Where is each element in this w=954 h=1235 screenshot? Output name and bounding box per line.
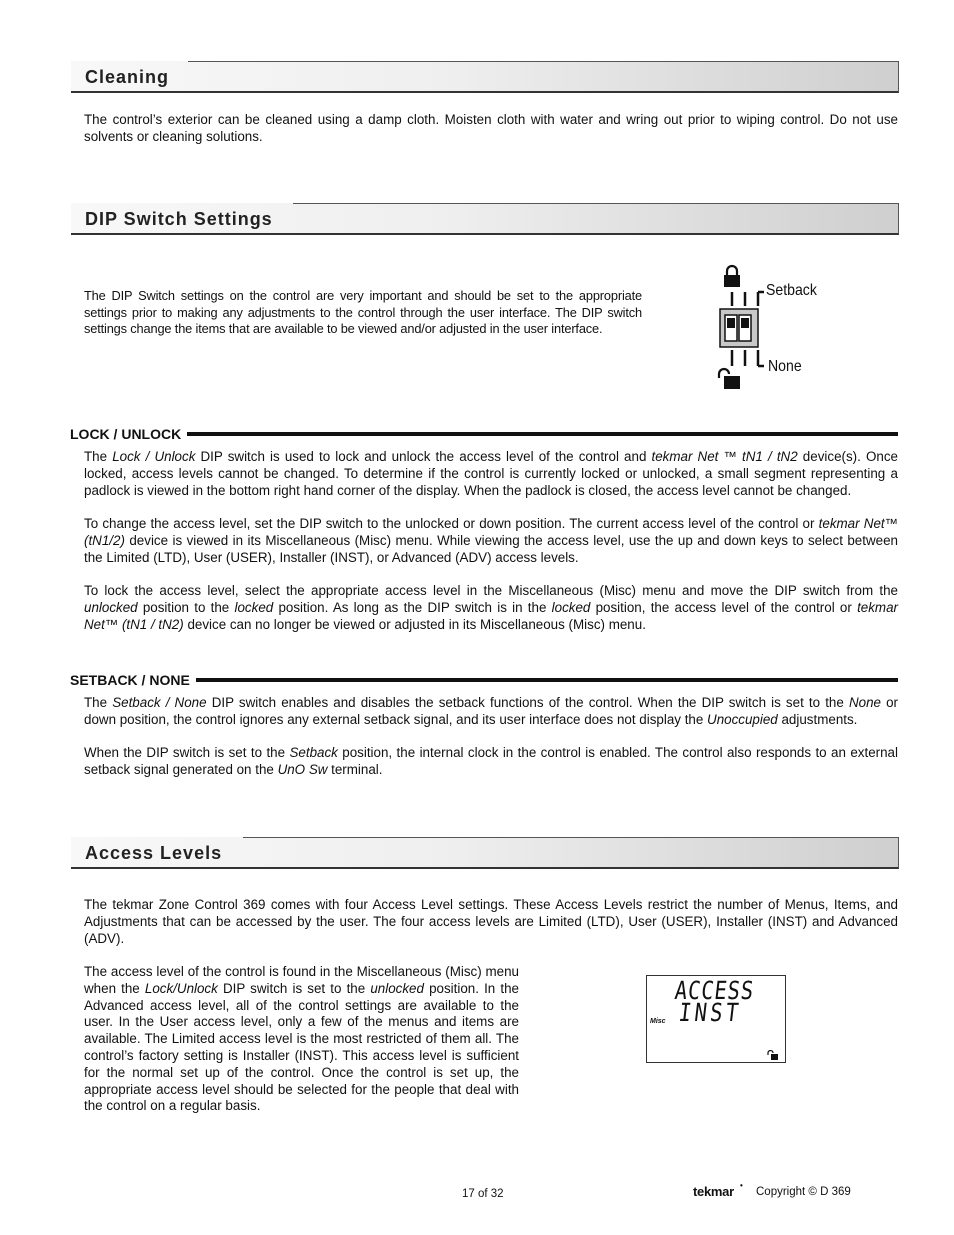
tekmar-logo: tekmar <box>693 1184 734 1199</box>
access-para-2: The access level of the control is found in the Miscellaneous (Misc) menu when the Lock/Unlock DIP switch is set to the unlocked position. In the Advanced access level, all of the control settings are available to the user. In the User access level, only a few of the menus and items are available. The Limited access level is the most restricted of them all. The control’s factory setting is Installer (INST). This access level is sufficient for the normal set up of the control. Once the control is set up, the appropriate access level should be selected for the people that deal with the control on a regular basis. <box>84 964 519 1114</box>
setback-none-heading-text: SETBACK / NONE <box>70 672 190 688</box>
dip-header <box>71 203 899 235</box>
copyright: Copyright © D 369 <box>756 1186 851 1198</box>
dip-setback-label: Setback <box>766 282 817 299</box>
dip-none-label: None <box>768 358 802 375</box>
setback-none-heading <box>70 672 898 688</box>
dip-title: DIP Switch Settings <box>85 209 273 229</box>
dip-intro: The DIP Switch settings on the control are very important and should be set to the appropriate settings prior to making any adjustments to the control through the user interface. The DIP switch settings change the items that are available to be viewed and/or adjusted in the user interface. <box>84 288 642 337</box>
lcd-display <box>646 975 786 1063</box>
lcd-line-1: ACCESS <box>673 976 756 1005</box>
cleaning-header <box>71 61 899 93</box>
logo-mark: • <box>740 1181 743 1190</box>
lock-para-1: The Lock / Unlock DIP switch is used to lock and unlock the access level of the control and tekmar Net ™ tN1 / tN2 device(s). Once locked, access levels cannot be changed. To determine if the control is currently locked or unlocked, a small segment representing a padlock is viewed in the bottom right hand corner of the display. When the padlock is closed, the access level cannot be changed. <box>84 449 898 498</box>
access-title: Access Levels <box>85 843 223 863</box>
access-header <box>71 837 899 869</box>
padlock-open-icon <box>719 369 740 389</box>
access-para-1: The tekmar Zone Control 369 comes with four Access Level settings. These Access Levels restrict the number of Menus, Items, and Adjustments that can be accessed by the user. The four access levels are Limited (LTD), User (USER), Installer (INST) and Advanced (ADV). <box>84 897 898 946</box>
lock-unlock-rule <box>187 432 898 436</box>
lcd-padlock-open-icon <box>766 1050 780 1061</box>
lcd-menu-label: Misc <box>650 1018 666 1025</box>
page-number: 17 of 32 <box>462 1188 504 1200</box>
lock-para-2: To change the access level, set the DIP switch to the unlocked or down position. The current access level of the control or tekmar Net™ (tN1/2) device is viewed in its Miscellaneous (Misc) menu. While viewing the access level, use the up and down keys to select between the Limited (LTD), User (USER), Installer (INST), or Advanced (ADV) access levels. <box>84 516 899 565</box>
lcd-line-2: INST <box>677 998 744 1027</box>
lock-para-3: To lock the access level, select the appropriate access level in the Miscellaneous (Misc) menu and move the DIP switch from the unlocked position to the locked position. As long as the DIP switch is in the locked position, the access level of the control or tekmar Net™ (tN1 / tN2) device can no longer be viewed or adjusted in its Miscellaneous (Misc) menu. <box>84 583 898 632</box>
padlock-closed-icon <box>724 266 740 287</box>
lock-unlock-heading <box>70 426 898 442</box>
setback-none-rule <box>196 678 898 682</box>
cleaning-title: Cleaning <box>85 67 170 87</box>
setback-para-1: The Setback / None DIP switch enables and disables the setback functions of the control. When the DIP switch is set to the None or down position, the control ignores any external setback signal, and its user interface does not display the Unoccupied adjustments. <box>84 695 898 727</box>
cleaning-body: The control’s exterior can be cleaned using a damp cloth. Moisten cloth with water and wring out prior to wiping control. Do not use solvents or cleaning solutions. <box>84 112 898 144</box>
setback-para-2: When the DIP switch is set to the Setback position, the internal clock in the control is enabled. The control also responds to an external setback signal generated on the UnO Sw terminal. <box>84 745 898 777</box>
lock-unlock-heading-text: LOCK / UNLOCK <box>70 426 182 442</box>
